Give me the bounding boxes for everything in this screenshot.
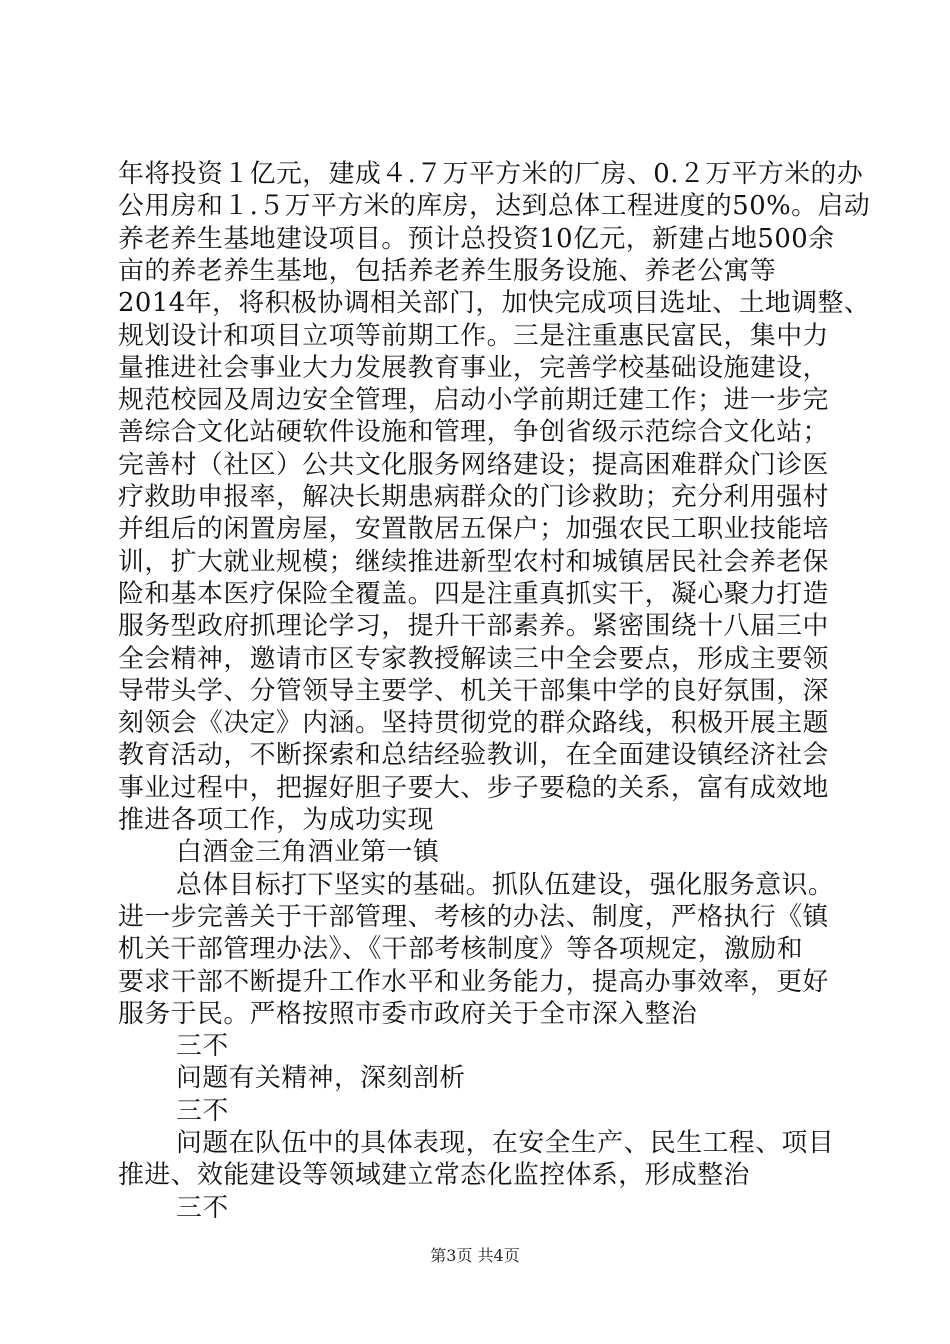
text-line: 导带头学、分管领导主要学、机关干部集中学的良好氛围，深 (118, 675, 829, 706)
text-line: 问题在队伍中的具体表现，在安全生产、民生工程、项目 (176, 1128, 835, 1159)
text-line: 疗救助申报率，解决长期患病群众的门诊救助；充分利用强村 (118, 482, 829, 513)
text-line: 全会精神，邀请市区专家教授解读三中全会要点，形成主要领 (118, 643, 829, 674)
text-line: 善综合文化站硬软件设施和管理，争创省级示范综合文化站； (118, 417, 829, 448)
text-line: 量推进社会事业大力发展教育事业，完善学校基础设施建设， (118, 352, 829, 383)
text-line: 三不 (176, 1095, 229, 1126)
text-line: 规范校园及周边安全管理，启动小学前期迁建工作；进一步完 (118, 385, 829, 416)
text-line: 进一步完善关于干部管理、考核的办法、制度，严格执行《镇 (118, 901, 829, 932)
text-line: 推进、效能建设等领域建立常态化监控体系，形成整治 (118, 1160, 750, 1191)
text-line: 险和基本医疗保险全覆盖。四是注重真抓实干，凝心聚力打造 (118, 578, 829, 609)
text-line: 事业过程中，把握好胆子要大、步子要稳的关系，富有成效地 (118, 772, 829, 803)
text-line: 刻领会《决定》内涵。坚持贯彻党的群众路线，积极开展主题 (118, 708, 829, 739)
text-line: 总体目标打下坚实的基础。抓队伍建设，强化服务意识。 (176, 869, 835, 900)
text-line: 三不 (176, 1192, 229, 1223)
text-line: 要求干部不断提升工作水平和业务能力，提高办事效率，更好 (118, 966, 829, 997)
text-line: 规划设计和项目立项等前期工作。三是注重惠民富民，集中力 (118, 320, 829, 351)
text-line: 亩的养老养生基地，包括养老养生服务设施、养老公寓等 (118, 255, 777, 286)
text-line: 养老养生基地建设项目。预计总投资10亿元，新建占地500余 (118, 223, 835, 254)
text-line: 2014年，将积极协调相关部门，加快完成项目选址、土地调整、 (118, 288, 871, 319)
text-line: 完善村（社区）公共文化服务网络建设；提高困难群众门诊医 (118, 449, 829, 480)
text-line: 问题有关精神，深刻剖析 (176, 1063, 466, 1094)
text-line: 年将投资１亿元，建成４.７万平方米的厂房、0.２万平方米的办 (118, 159, 864, 189)
text-line: 教育活动，不断探索和总结经验教训，在全面建设镇经济社会 (118, 740, 829, 771)
text-line: 服务于民。严格按照市委市政府关于全市深入整治 (118, 998, 698, 1029)
page-footer: 第3页 共4页 (430, 1246, 520, 1265)
text-line: 机关干部管理办法》、《干部考核制度》等各项规定，激励和 (118, 934, 804, 965)
text-line: 并组后的闲置房屋，安置散居五保户；加强农民工职业技能培 (118, 514, 829, 545)
text-line: 公用房和１.５万平方米的库房，达到总体工程进度的50%。启动 (118, 191, 871, 222)
text-line: 训，扩大就业规模；继续推进新型农村和城镇居民社会养老保 (118, 546, 829, 577)
text-line: 白酒金三角酒业第一镇 (176, 837, 440, 868)
text-line: 推进各项工作，为成功实现 (118, 805, 434, 836)
text-line: 三不 (176, 1031, 229, 1062)
text-line: 服务型政府抓理论学习，提升干部素养。紧密围绕十八届三中 (118, 611, 829, 642)
